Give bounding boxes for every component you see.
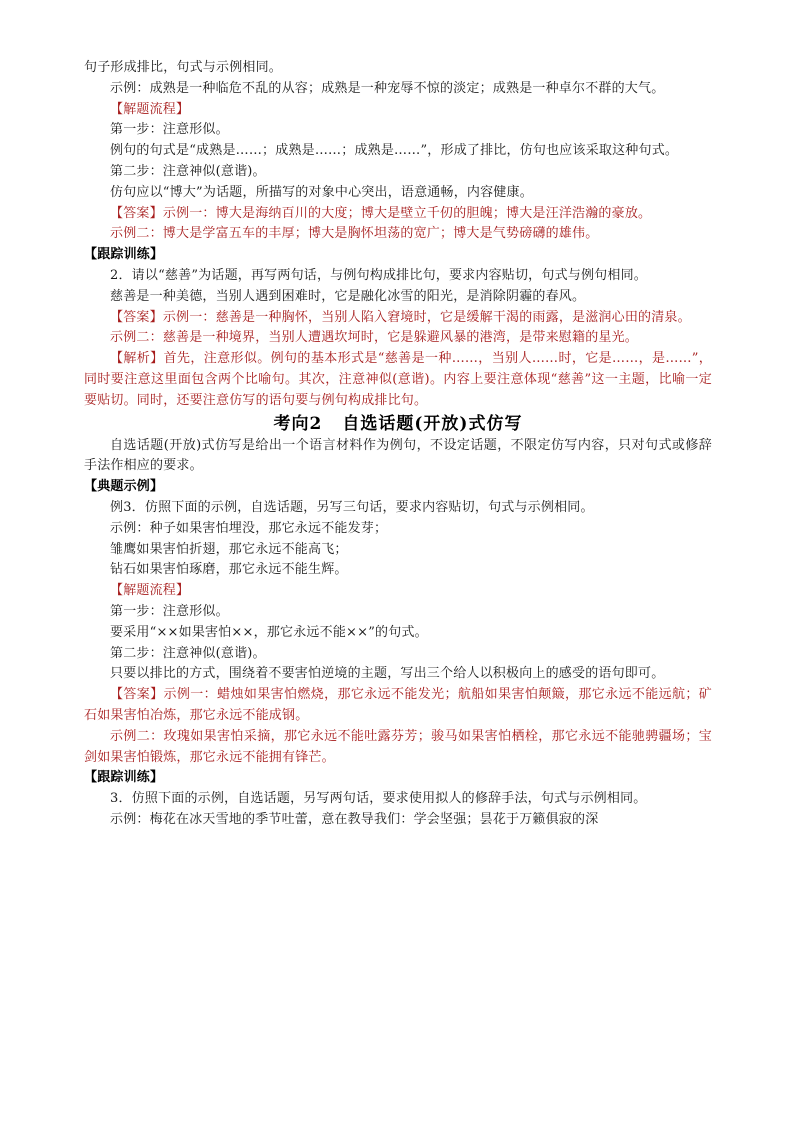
example-text: 示例：梅花在冰天雪地的季节吐蕾，意在教导我们：学会坚强；昙花于万籁俱寂的深 bbox=[110, 811, 599, 827]
analysis-label: 【解析】 bbox=[110, 351, 164, 367]
section-name: 自选话题(开放)式仿写 bbox=[342, 413, 523, 434]
example-sentence: 慈善是一种美德，当别人遇到困难时，它是融化冰雪的阳光，是消除阴霾的春风。 bbox=[110, 288, 586, 304]
analysis-text: 首先，注意形似。例句的基本形式是“慈善是一种……，当别人……时，它是……，是……”，同时要注意这里面包含两个比喻句。其次，注意神似(意谐)。内容上要注意体现“慈善”这一主题，比喻一定要贴切。同时，还要注意仿写的语句要与例句构成排比句。 bbox=[84, 351, 712, 408]
example-line: 钻石如果害怕琢磨，那它永远不能生辉。 bbox=[110, 562, 348, 578]
answer-paragraph bbox=[84, 204, 712, 225]
paragraph: 要采用“××如果害怕××，那它永远不能××”的句式。 bbox=[110, 624, 428, 640]
section-number: 考向2 bbox=[273, 413, 323, 434]
follow-up-heading: 【跟踪训练】 bbox=[84, 247, 164, 263]
answer-paragraph: 示例二：博大是学富五车的丰厚；博大是胸怀坦荡的宽广；博大是气势磅礴的雄伟。 bbox=[110, 226, 599, 242]
step-one: 第一步：注意形似。 bbox=[110, 603, 229, 619]
document-page bbox=[84, 58, 712, 831]
answer-text: 示例一：慈善是一种胸怀，当别人陷入窘境时，它是缓解干渴的雨露，是滋润心田的清泉。 bbox=[162, 309, 691, 325]
paragraph: 只要以排比的方式，围绕着不要害怕逆境的主题，写出三个给人以积极向上的感受的语句即可。 bbox=[110, 666, 665, 682]
answer-text: 示例一：博大是海纳百川的大度；博大是壁立千仞的胆魄；博大是汪洋浩瀚的豪放。 bbox=[162, 205, 652, 221]
answer-label: 【答案】 bbox=[110, 309, 163, 325]
answer-paragraph: 示例二：玫瑰如果害怕采摘，那它永远不能吐露芬芳；骏马如果害怕栖栓，那它永远不能驰骋疆场；宝剑如果害怕锻炼，那它永远不能拥有锋芒。 bbox=[84, 728, 712, 765]
step-two: 第二步：注意神似(意谐)。 bbox=[110, 163, 266, 179]
step-one: 第一步：注意形似。 bbox=[110, 122, 229, 138]
typical-example-heading: 【典题示例】 bbox=[84, 479, 164, 495]
answer-paragraph bbox=[84, 308, 712, 329]
paragraph: 仿句应以“博大”为话题，所描写的对象中心突出，语意通畅，内容健康。 bbox=[110, 184, 533, 200]
answer-text: 示例一：蜡烛如果害怕燃烧，那它永远不能发光；航船如果害怕颠簸，那它永远不能远航；矿石如果害怕冶炼，那它永远不能成钢。 bbox=[84, 687, 712, 723]
text-line: 句子形成排比，句式与示例相同。 bbox=[84, 60, 283, 75]
analysis-paragraph bbox=[84, 349, 712, 411]
answer-label: 【答案】 bbox=[110, 205, 163, 221]
example-text: 示例：成熟是一种临危不乱的从容；成熟是一种宠辱不惊的淡定；成熟是一种卓尔不群的大气。 bbox=[110, 80, 665, 96]
question-text: 3．仿照下面的示例，自选话题，另写两句话，要求使用拟人的修辞手法，句式与示例相同。 bbox=[110, 791, 647, 807]
solution-flow-heading: 【解题流程】 bbox=[110, 101, 190, 117]
section-title bbox=[84, 412, 712, 436]
question-text: 例3．仿照下面的示例，自选话题，另写三句话，要求内容贴切，句式与示例相同。 bbox=[110, 499, 594, 515]
step-two: 第二步：注意神似(意谐)。 bbox=[110, 645, 266, 661]
question-text: 2．请以“慈善”为话题，再写两句话，与例句构成排比句，要求内容贴切，句式与例句相同。 bbox=[110, 267, 647, 283]
follow-up-heading: 【跟踪训练】 bbox=[84, 770, 164, 786]
paragraph: 例句的句式是“成熟是……；成熟是……；成熟是……”，形成了排比，仿句也应该采取这种句式。 bbox=[110, 143, 679, 159]
solution-flow-heading: 【解题流程】 bbox=[110, 583, 190, 599]
answer-paragraph: 示例二：慈善是一种境界，当别人遭遇坎坷时，它是躲避风暴的港湾，是带来慰籍的星光。 bbox=[110, 330, 639, 346]
example-line: 雏鹰如果害怕折翅，那它永远不能高飞； bbox=[110, 541, 348, 557]
example-line: 示例：种子如果害怕埋没，那它永远不能发芽； bbox=[110, 520, 388, 536]
answer-paragraph bbox=[84, 685, 712, 727]
answer-label: 【答案】 bbox=[110, 687, 164, 703]
section-intro: 自选话题(开放)式仿写是给出一个语言材料作为例句，不设定话题，不限定仿写内容，只对句式或修辞手法作相应的要求。 bbox=[84, 437, 712, 474]
